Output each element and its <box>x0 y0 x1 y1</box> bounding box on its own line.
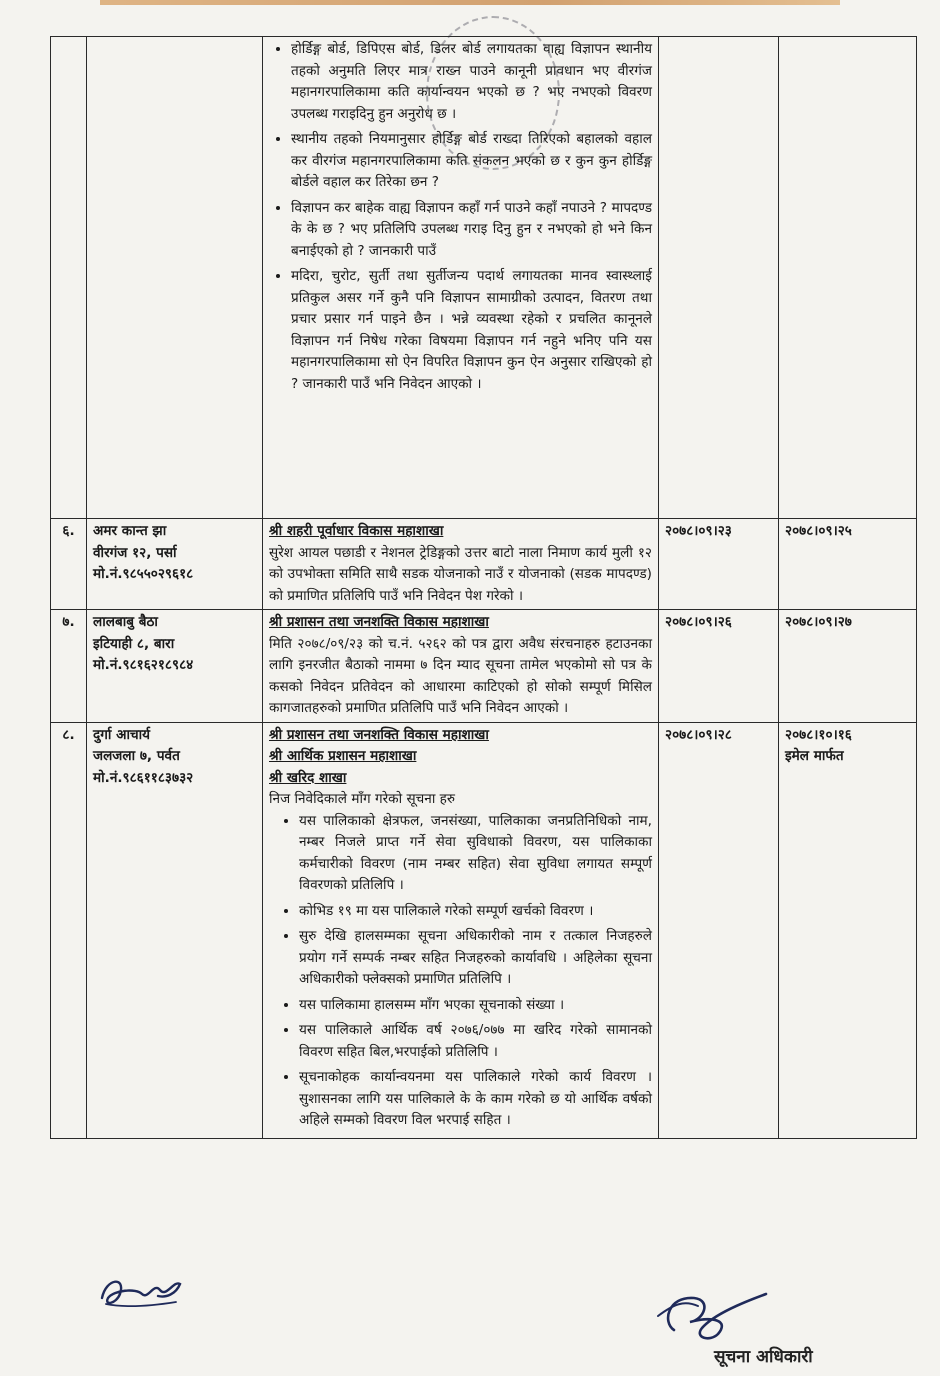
request-points <box>269 811 652 1132</box>
applicant-phone: मो.नं.९८६११८३७३२ <box>93 769 194 786</box>
request-cell <box>263 519 659 610</box>
applicant-address: इटियाही ८, बारा <box>93 635 175 652</box>
list-item: • मदिरा, चुरोट, सुर्ती तथा सुर्तीजन्य पदार्थ लगायतका मानव स्वास्थ्लाई प्रतिकुल असर गर्ने कुनै पनि विज्ञापन सामाग्रीको उत्पादन, वितरण तथा प्रचार प्रसार गर्न पाइने छैन । भन्ने व्यवस्था रहेको र प्रचलित कानूनले विज्ञापन गर्न निषेध गरेका विषयमा विज्ञापन गर्न नहुने भनिए पनि यस महानगरपालिकामा सो ऐन विपरित विज्ञापन कुन ऐन अनुसार राखिएको हो ? जानकारी पाउँ भनि निवेदन आएको । <box>291 266 652 395</box>
applicant-phone: मो.नं.९८१६२१८९८४ <box>93 657 194 673</box>
request-text: सुरेश आयल पछाडी र नेशनल ट्रेडिङ्गको उत्तर बाटो नाला निमाण कार्य मुली १२ को उपभोक्ता समिति साथै सडक योजनाको नाउँ र योजनाको (सडक मापदण्ड) को प्रमाणित प्रतिलिपि पाउँ भनि निवेदन पेश गरेको । <box>269 544 652 604</box>
received-date-cell <box>659 37 779 519</box>
applicant-cell <box>87 610 263 723</box>
department-name: श्री शहरी पूर्वाधार विकास महाशाखा <box>269 523 444 539</box>
applicant-cell <box>87 722 263 1138</box>
applicant-name: अमर कान्त झा <box>93 523 167 539</box>
information-officer-label: सूचना अधिकारी <box>714 1347 813 1367</box>
response-date: २०७८।०९।२७ <box>779 610 917 723</box>
response-date: २०७८।०९।२५ <box>779 519 917 610</box>
list-item: • यस पालिकाको क्षेत्रफल, जनसंख्या, पालिकाका जनप्रतिनिधिको नाम, नम्बर निजले प्राप्त गर्ने सेवा सुविधाको विवरण, यस पालिकाका कर्मचारीको विवरण (नाम नम्बर सहित) सेवा सुविधा लगायत सम्पूर्ण विवरणको प्रतिलिपि । <box>299 811 652 897</box>
applicant-name: लालबाबु बैठा <box>93 614 158 630</box>
list-item: • सुरु देखि हालसम्मका सूचना अधिकारीको नाम र तत्काल निजहरुले प्रयोग गर्ने सम्पर्क नम्बर सहित निजहरुको कार्यावधि । अहिलेका सूचना अधिकारीको फ्लेक्सको प्रमाणित प्रतिलिपि । <box>299 926 652 991</box>
response-date-cell <box>779 37 917 519</box>
request-points <box>269 39 652 395</box>
handwritten-signature-right <box>654 1286 784 1346</box>
information-request-register <box>50 36 917 1139</box>
applicant-address: वीरगंज १२, पर्सा <box>93 544 177 561</box>
serial-number: ७. <box>51 610 87 723</box>
serial-cell <box>51 37 87 519</box>
request-cell <box>263 610 659 723</box>
list-item: • होर्डिङ्ग बोर्ड, डिपिएस बोर्ड, डिलर बोर्ड लगायतका वाह्य विज्ञापन स्थानीय तहको अनुमति लिएर मात्र राख्न पाउने कानूनी प्रावधान भए वीरगंज महानगरपालिकामा कति कार्यान्वयन भएको छ ? भए नभएको विवरण उपलब्ध गराइदिनु हुन अनुरोध छ । <box>291 39 652 125</box>
serial-number: ८. <box>51 722 87 1138</box>
request-intro: निज निवेदिकाले माँग गरेको सूचना हरु <box>269 791 456 807</box>
applicant-phone: मो.नं.९८५५०२९६१८ <box>93 566 194 582</box>
department-name: श्री प्रशासन तथा जनशक्ति विकास महाशाखा <box>269 614 489 630</box>
page-top-edge <box>100 0 840 5</box>
request-cell <box>263 37 659 519</box>
received-date: २०७८।०९।२६ <box>659 610 779 723</box>
list-item: • स्थानीय तहको नियमानुसार होर्डिङ्ग बोर्ड राख्दा तिरिएको बहालको वहाल कर वीरगंज महानगरपालिकामा कति संकलन भएको छ र कुन कुन होर्डिङ्ग बोर्डले वहाल कर तिरेका छन ? <box>291 129 652 194</box>
table-row <box>51 610 917 723</box>
applicant-address: जलजला ७, पर्वत <box>93 748 180 764</box>
response-date: २०७८।१०।१६ <box>785 726 852 743</box>
list-item: • यस पालिकामा हालसम्म माँग भएका सूचनाको संख्या । <box>299 995 652 1017</box>
list-item: • यस पालिकाले आर्थिक वर्ष २०७६/०७७ मा खरिद गरेको सामानको विवरण सहित बिल,भरपाईको प्रतिलिपि । <box>299 1020 652 1063</box>
applicant-name: दुर्गा आचार्य <box>93 726 151 743</box>
received-date: २०७८।०९।२८ <box>659 722 779 1138</box>
table-row <box>51 519 917 610</box>
department-name: श्री खरिद शाखा <box>269 769 347 786</box>
serial-number: ६. <box>51 519 87 610</box>
received-date: २०७८।०९।२३ <box>659 519 779 610</box>
request-cell <box>263 722 659 1138</box>
list-item: • सूचनाकोहक कार्यान्वयनमा यस पालिकाले गरेको कार्य विवरण । सुशासनका लागि यस पालिकाले के के काम गरेको छ यो आर्थिक वर्षको अहिले सम्मको विवरण विल भरपाई सहित । <box>299 1067 652 1132</box>
applicant-cell <box>87 37 263 519</box>
department-name: श्री आर्थिक प्रशासन महाशाखा <box>269 748 417 764</box>
request-text: मिति २०७८/०९/२३ को च.नं. ५२६२ को पत्र द्वारा अवैध संरचनाहरु हटाउनका लागि इनरजीत बैठाको नाममा ७ दिन म्याद सूचना तामेल भएकोमो सो पत्र के कसको निवेदन प्रतिवेदन को आधारमा काटिएको हो सोको सम्पूर्ण मिसिल कागजातहरुको प्रमाणित प्रतिलिपि पाउँ भनि निवेदन आएको । <box>269 635 652 716</box>
response-date-cell <box>779 722 917 1138</box>
response-mode: इमेल मार्फत <box>785 748 844 764</box>
handwritten-signature-left <box>96 1268 186 1312</box>
applicant-cell <box>87 519 263 610</box>
table-row <box>51 722 917 1138</box>
department-name: श्री प्रशासन तथा जनशक्ति विकास महाशाखा <box>269 726 489 743</box>
table-row <box>51 37 917 519</box>
list-item: • कोभिड १९ मा यस पालिकाले गरेको सम्पूर्ण खर्चको विवरण । <box>299 901 652 923</box>
list-item: • विज्ञापन कर बाहेक वाह्य विज्ञापन कहाँ गर्न पाउने कहाँ नपाउने ? मापदण्ड के के छ ? भए प्रतिलिपि उपलब्ध गराइ दिनु हुन र नभएको हो भने किन बनाईएको हो ? जानकारी पाउँ <box>291 198 652 263</box>
